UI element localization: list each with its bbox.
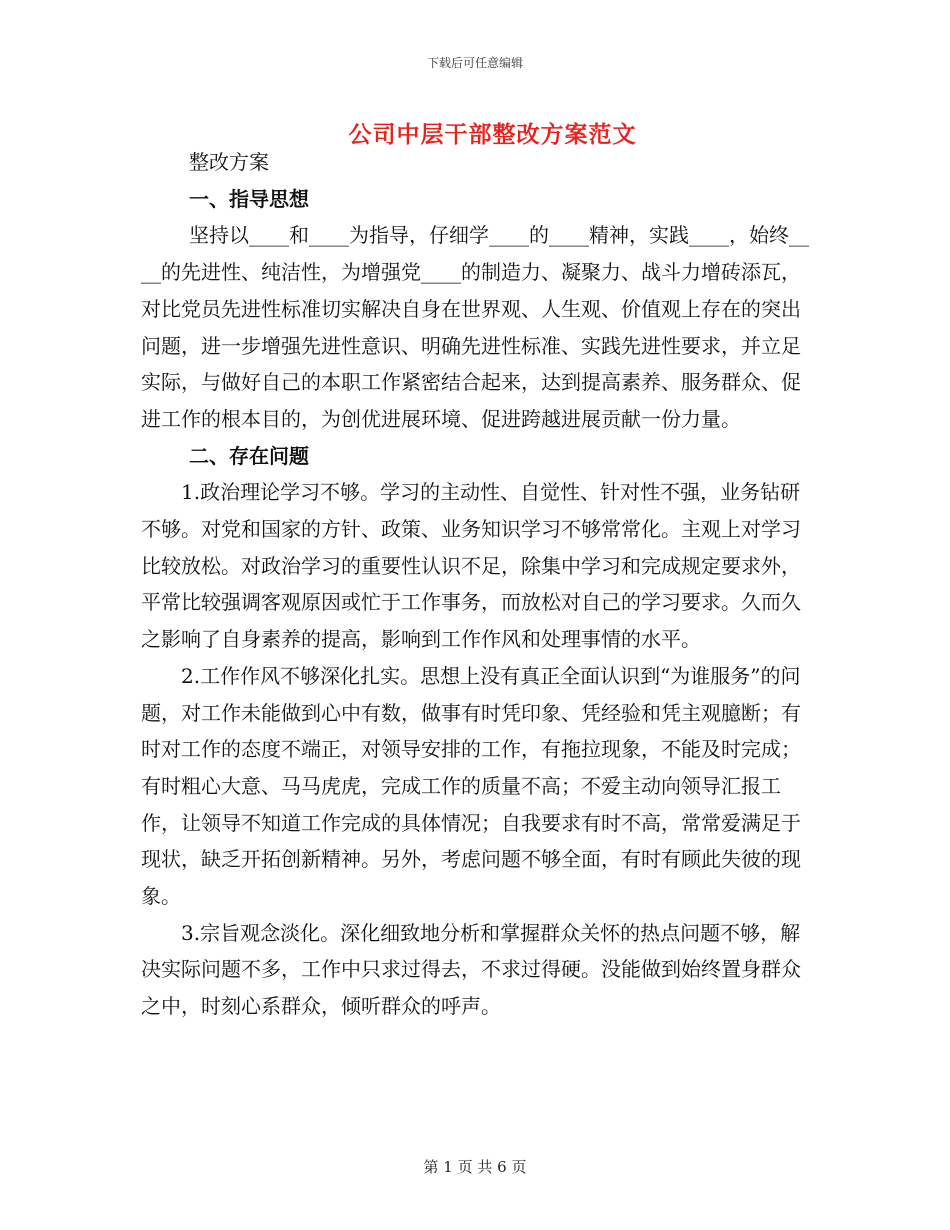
section-heading-guiding-ideology: 一、指导思想: [189, 186, 309, 211]
document-body: [141, 144, 811, 1025]
paragraph-problem-2: 2.工作作风不够深化扎实。思想上没有真正全面认识到“为谁服务”的问题，对工作未能做到心中有数，做事有时凭印象、凭经验和凭主观臆断；有时对工作的态度不端正，对领导安排的工作，有拖拉现象，不能及时完成；有时粗心大意、马马虎虎，完成工作的质量不高；不爱主动向领导汇报工作，让领导不知道工作完成的具体情况；自我要求有时不高，常常爱满足于现状，缺乏开拓创新精神。另外，考虑问题不够全面，有时有顾此失彼的现象。: [141, 663, 801, 909]
paragraph-guiding-ideology: 坚持以____和____为指导，仔细学____的____精神，实践____，始终____的先进性、纯洁性，为增强党____的制造力、凝聚力、战斗力增砖添瓦，对比党员先进性标准切实解决自身在世界观、人生观、价值观上存在的突出问题，进一步增强先进性意识、明确先进性标准、实践先进性要求，并立足实际，与做好自己的本职工作紧密结合起来，达到提高素养、服务群众、促进工作的根本目的，为创优进展环境、促进跨越进展贡献一份力量。: [141, 223, 809, 431]
page-header: 下载后可任意编辑: [426, 56, 523, 70]
section-heading-existing-problems: 二、存在问题: [189, 443, 309, 468]
page-footer: 第 1 页 共 6 页: [423, 1158, 527, 1176]
document-title: 公司中层干部整改方案范文: [348, 121, 637, 148]
paragraph-problem-1: 1.政治理论学习不够。学习的主动性、自觉性、针对性不强，业务钻研不够。对党和国家的方针、政策、业务知识学习不够常常化。主观上对学习比较放松。对政治学习的重要性认识不足，除集中学习和完成规定要求外，平常比较强调客观原因或忙于工作事务，而放松对自己的学习要求。久而久之影响了自身素养的提高，影响到工作作风和处理事情的水平。: [141, 480, 801, 652]
intro-label: 整改方案: [189, 150, 269, 174]
paragraph-problem-3: 3.宗旨观念淡化。深化细致地分析和掌握群众关怀的热点问题不够，解决实际问题不多，工作中只求过得去，不求过得硬。没能做到始终置身群众之中，时刻心系群众，倾听群众的呼声。: [141, 920, 801, 1019]
